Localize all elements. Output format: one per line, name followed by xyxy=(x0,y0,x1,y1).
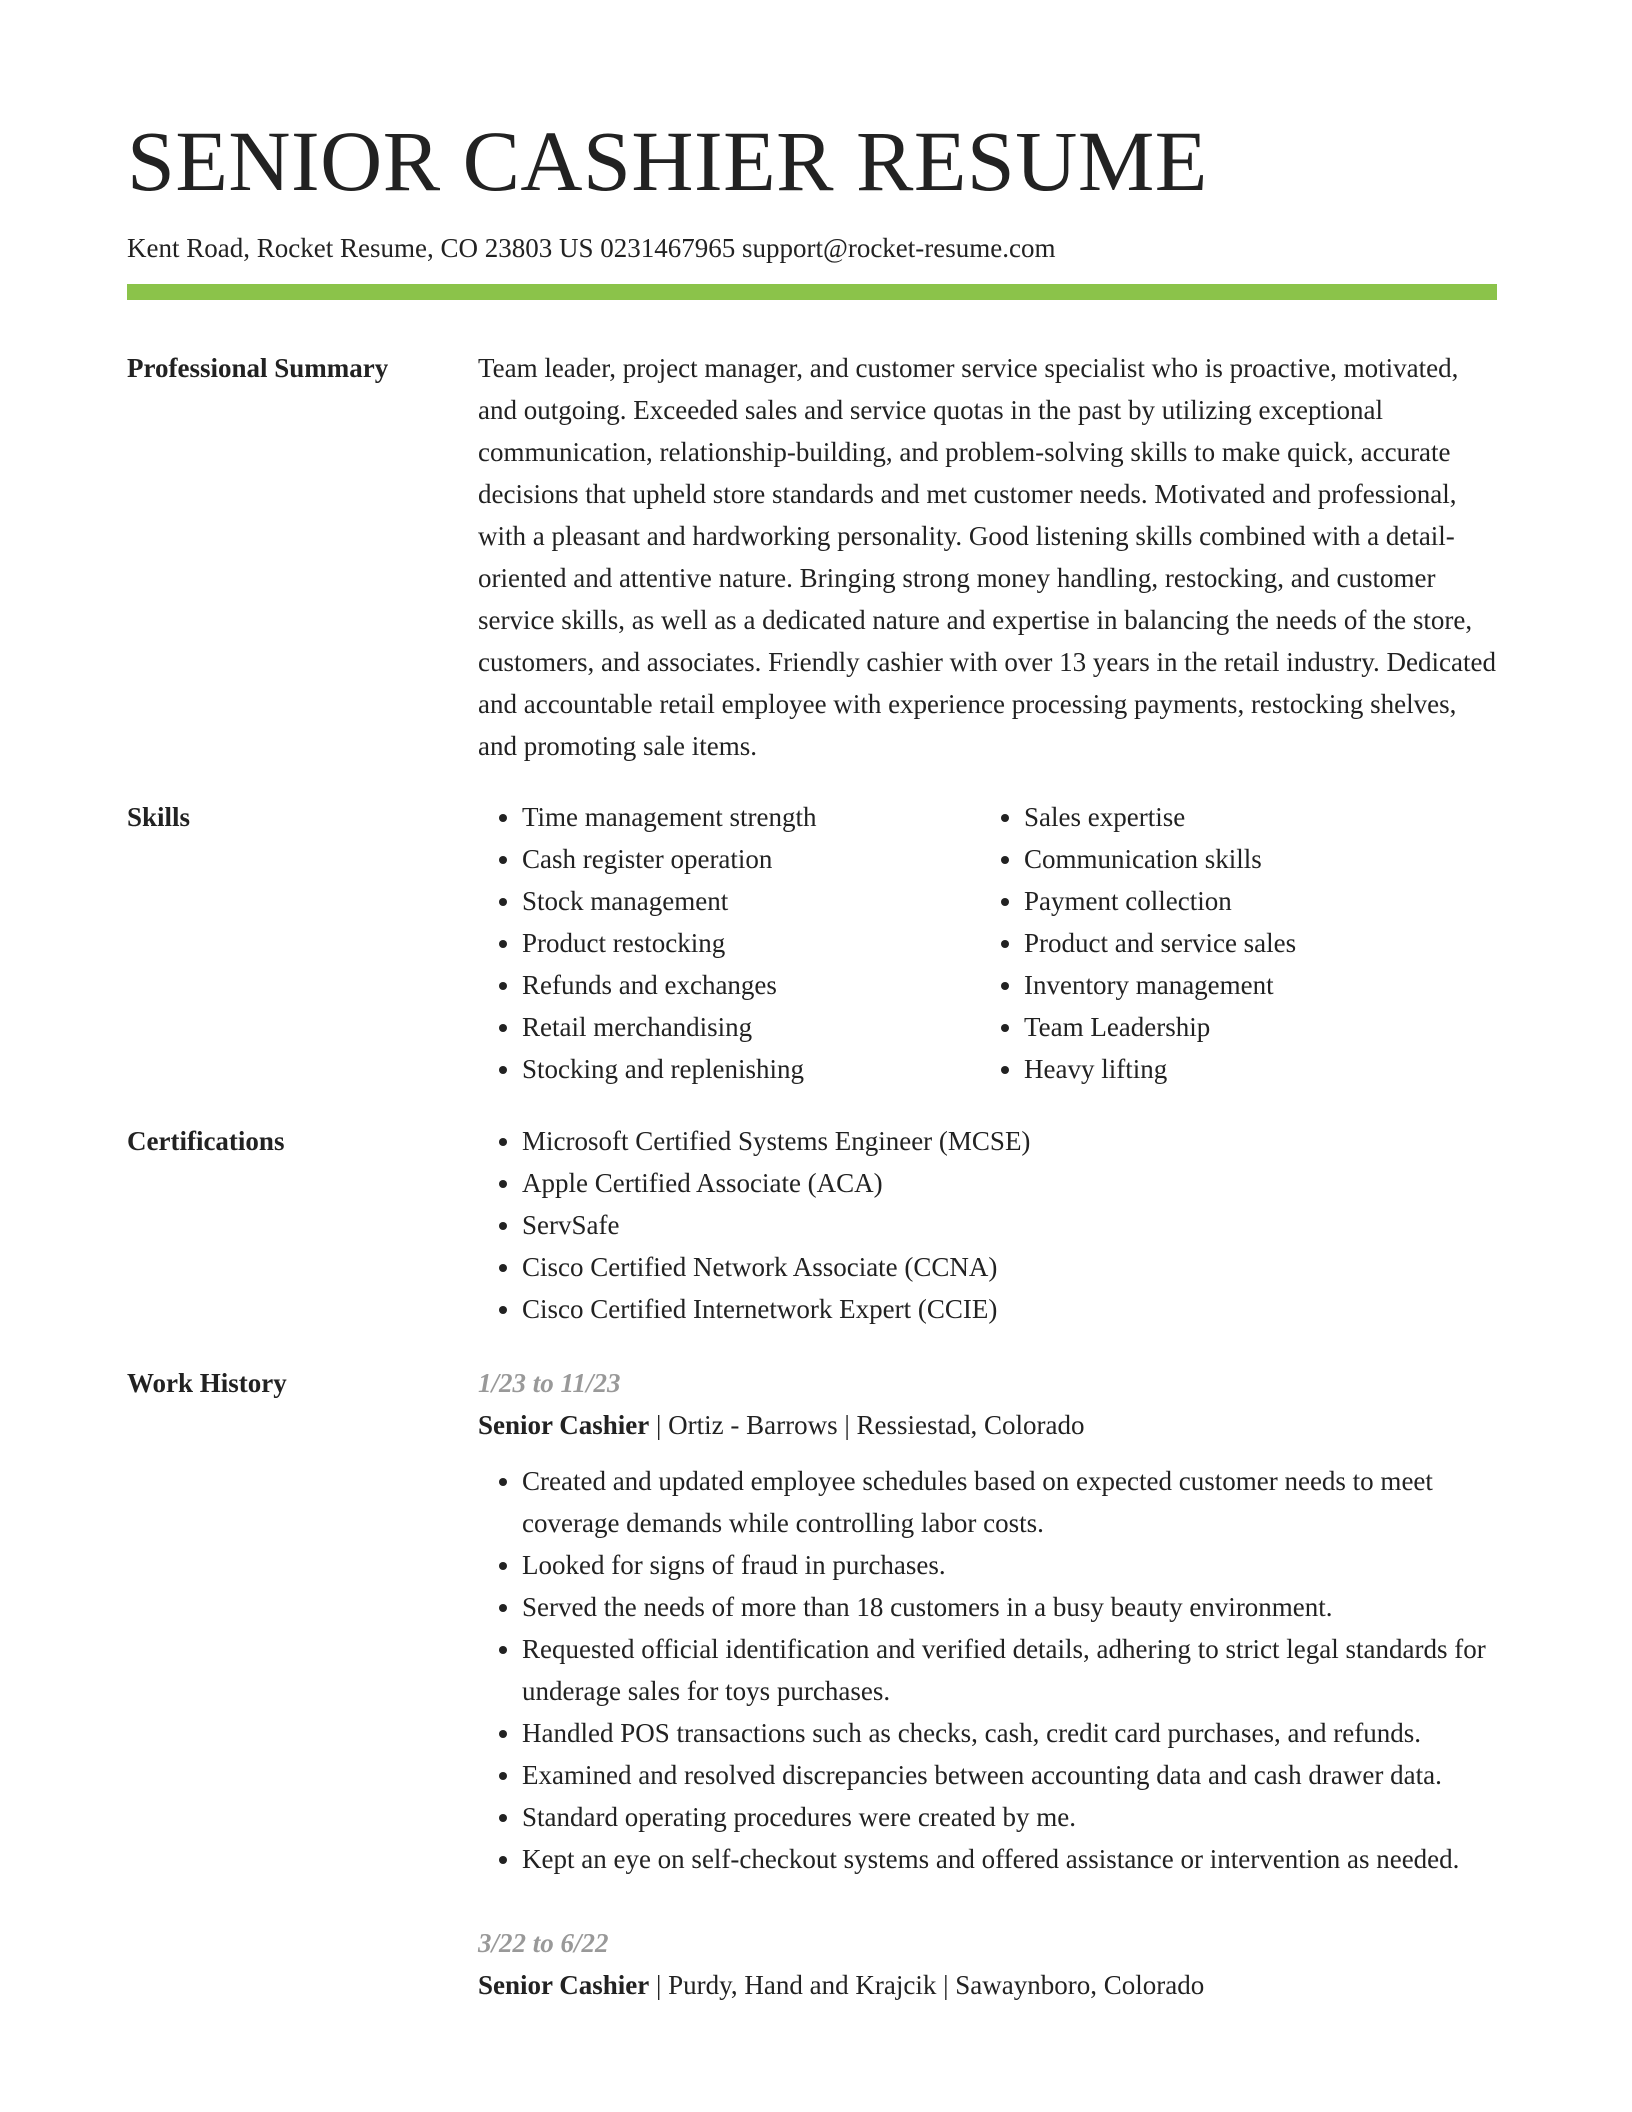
work-history-body xyxy=(478,1362,1498,2006)
job-heading xyxy=(478,1964,1498,2006)
skills-list-left xyxy=(478,796,980,1090)
skill-item: • Cash register operation xyxy=(522,838,980,880)
skill-item: • Communication skills xyxy=(1024,838,1482,880)
summary-body xyxy=(478,347,1498,767)
job-dates: 3/22 to 6/22 xyxy=(478,1928,609,1958)
certification-item: • Cisco Certified Internetwork Expert (CCIE) xyxy=(522,1288,1498,1330)
certification-item: • Microsoft Certified Systems Engineer (MCSE) xyxy=(522,1120,1498,1162)
certifications-list xyxy=(478,1120,1498,1330)
job-title: Senior Cashier xyxy=(478,1970,650,2000)
accent-divider xyxy=(127,284,1497,300)
skills-list-right xyxy=(980,796,1482,1090)
skill-item: • Retail merchandising xyxy=(522,1006,980,1048)
skill-item: • Inventory management xyxy=(1024,964,1482,1006)
skill-item: • Payment collection xyxy=(1024,880,1482,922)
skill-item: • Product restocking xyxy=(522,922,980,964)
job-details: | Purdy, Hand and Krajcik | Sawaynboro, Colorado xyxy=(649,1970,1205,2000)
skill-item: • Product and service sales xyxy=(1024,922,1482,964)
work-history-label: Work History xyxy=(127,1368,287,1398)
job-bullet: • Requested official identification and verified details, adhering to strict legal standards for underage sales for toys purchases. xyxy=(522,1628,1498,1712)
skill-item: • Time management strength xyxy=(522,796,980,838)
contact-info: Kent Road, Rocket Resume, CO 23803 US 0231467965 support@rocket-resume.com xyxy=(127,233,1056,263)
job-bullet: • Looked for signs of fraud in purchases. xyxy=(522,1544,1498,1586)
job-bullet: • Kept an eye on self-checkout systems and offered assistance or intervention as needed. xyxy=(522,1838,1498,1880)
job-dates: 1/23 to 11/23 xyxy=(478,1368,621,1398)
certification-item: • Apple Certified Associate (ACA) xyxy=(522,1162,1498,1204)
job-bullet: • Created and updated employee schedules based on expected customer needs to meet coverage demands while controlling labor costs. xyxy=(522,1460,1498,1544)
skill-item: • Stocking and replenishing xyxy=(522,1048,980,1090)
job-title: Senior Cashier xyxy=(478,1410,650,1440)
summary-text: Team leader, project manager, and customer service specialist who is proactive, motivated, and outgoing. Exceeded sales and service quotas in the past by utilizing exceptional communication, relationship-building, and problem-solving skills to make quick, accurate decisions that upheld store standards and met customer needs. Motivated and professional, with a pleasant and hardworking personality. Good listening skills combined with a detail-oriented and attentive nature. Bringing strong money handling, restocking, and customer service skills, as well as a dedicated nature and expertise in balancing the needs of the store, customers, and associates. Friendly cashier with over 13 years in the retail industry. Dedicated and accountable retail employee with experience processing payments, restocking shelves, and promoting sale items. xyxy=(478,353,1496,761)
certifications-label: Certifications xyxy=(127,1126,285,1156)
skill-item: • Team Leadership xyxy=(1024,1006,1482,1048)
job-bullet: • Examined and resolved discrepancies between accounting data and cash drawer data. xyxy=(522,1754,1498,1796)
skills-body xyxy=(478,796,1498,1090)
job-entry xyxy=(478,1922,1498,2006)
skills-column-left xyxy=(478,796,980,1090)
resume-title: SENIOR CASHIER RESUME xyxy=(127,113,1208,209)
job-bullet: • Handled POS transactions such as checks, cash, credit card purchases, and refunds. xyxy=(522,1712,1498,1754)
skill-item: • Heavy lifting xyxy=(1024,1048,1482,1090)
skill-item: • Refunds and exchanges xyxy=(522,964,980,1006)
job-details: | Ortiz - Barrows | Ressiestad, Colorado xyxy=(649,1410,1085,1440)
job-entry xyxy=(478,1362,1498,1880)
skills-column-right xyxy=(980,796,1482,1090)
skill-item: • Sales expertise xyxy=(1024,796,1482,838)
summary-label: Professional Summary xyxy=(127,353,389,383)
certification-item: • ServSafe xyxy=(522,1204,1498,1246)
job-bullet: • Served the needs of more than 18 customers in a busy beauty environment. xyxy=(522,1586,1498,1628)
job-heading xyxy=(478,1404,1498,1446)
skill-item: • Stock management xyxy=(522,880,980,922)
certifications-body xyxy=(478,1120,1498,1330)
job-bullet-list xyxy=(478,1460,1498,1880)
skills-label: Skills xyxy=(127,802,191,832)
certification-item: • Cisco Certified Network Associate (CCNA) xyxy=(522,1246,1498,1288)
job-bullet: • Standard operating procedures were created by me. xyxy=(522,1796,1498,1838)
